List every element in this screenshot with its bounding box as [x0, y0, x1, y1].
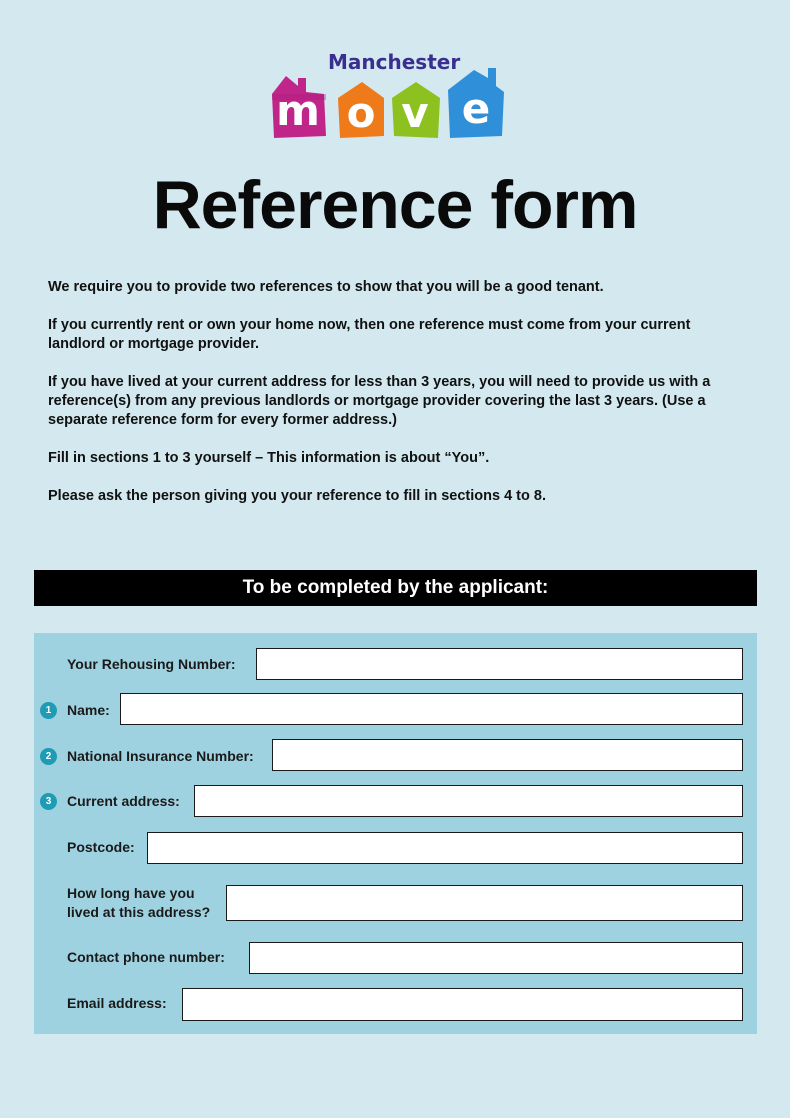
email-label: Email address:: [67, 995, 167, 1011]
logo-house-m: [268, 70, 328, 140]
intro-paragraph-4: Fill in sections 1 to 3 yourself – This information is about “You”.: [48, 450, 490, 466]
section-1-badge: 1: [40, 702, 57, 719]
intro-paragraph-2: If you currently rent or own your home now, then one reference must come from your current landlord or mortgage provider.: [48, 317, 691, 352]
intro-text: [48, 278, 748, 525]
logo-manchester-text: Manchester: [328, 50, 461, 74]
how-long-label-line-2: lived at this address?: [67, 904, 211, 920]
section-3-badge: 3: [40, 793, 57, 810]
how-long-label: [67, 884, 210, 922]
intro-paragraph-5: Please ask the person giving you your reference to fill in sections 4 to 8.: [48, 488, 546, 504]
logo-letter: e: [461, 84, 491, 133]
current-address-label: Current address:: [67, 793, 180, 809]
section-banner: To be completed by the applicant:: [34, 570, 757, 606]
national-insurance-label: National Insurance Number:: [67, 748, 254, 764]
logo-letter: v: [401, 88, 429, 137]
section-2-badge: 2: [40, 748, 57, 765]
postcode-label: Postcode:: [67, 839, 135, 855]
name-input[interactable]: [120, 693, 743, 725]
how-long-label-line-1: How long have you: [67, 885, 195, 901]
logo-house-e: [444, 64, 508, 140]
logo-house-v: [386, 78, 444, 140]
applicant-form-panel: [34, 633, 757, 1034]
national-insurance-input[interactable]: [272, 739, 743, 771]
rehousing-number-label: Your Rehousing Number:: [67, 656, 236, 672]
intro-paragraph-1: [48, 278, 748, 297]
contact-phone-label: Contact phone number:: [67, 949, 225, 965]
current-address-input[interactable]: [194, 785, 743, 817]
logo-letter: o: [346, 88, 376, 137]
manchester-move-logo: [266, 48, 510, 144]
how-long-input[interactable]: [226, 885, 743, 921]
intro-text-part: to show that you will be a good tenant.: [332, 279, 604, 295]
intro-emphasis: two references: [230, 279, 333, 295]
postcode-input[interactable]: [147, 832, 743, 864]
logo-house-o: [334, 78, 388, 140]
rehousing-number-input[interactable]: [256, 648, 743, 680]
intro-paragraph-3: If you have lived at your current address for less than 3 years, you will need to provide us with a reference(s) from any previous landlords or mortgage provider covering the last 3 years. (Use a separate reference form for every former address.): [48, 374, 711, 428]
page-title: Reference form: [152, 167, 638, 243]
contact-phone-input[interactable]: [249, 942, 743, 974]
email-input[interactable]: [182, 988, 743, 1021]
logo-letter: m: [276, 86, 320, 135]
name-label: Name:: [67, 702, 110, 718]
intro-text-part: We require you to provide: [48, 279, 231, 295]
